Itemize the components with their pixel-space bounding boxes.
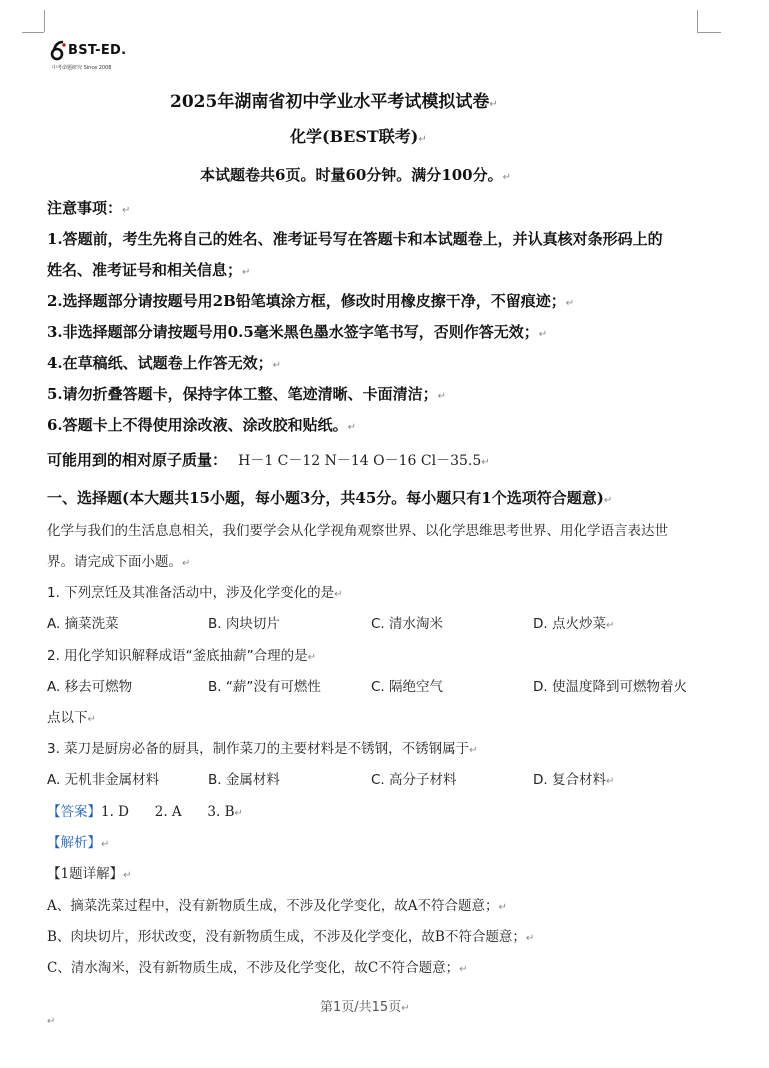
notice-item-3: 3.非选择题部分请按题号用0.5毫米黑色墨水签字笔书写，否则作答无效；↵ — [47, 323, 548, 341]
intro-line-2: 界。请完成下面小题。↵ — [47, 554, 191, 570]
paragraph-mark: ↵ — [87, 714, 96, 725]
paragraph-mark: ↵ — [489, 99, 498, 110]
paragraph-mark: ↵ — [605, 776, 615, 787]
paragraph-mark: ↵ — [307, 652, 317, 663]
detail-line-c: C、清水淘米，没有新物质生成，不涉及化学变化，故C不符合题意；↵ — [47, 960, 468, 976]
question-1-stem: 1. 下列烹饪及其准备活动中，涉及化学变化的是↵ — [47, 585, 343, 601]
answer-text: 1. D 2. A 3. B — [101, 804, 235, 820]
paragraph-mark: ↵ — [122, 205, 131, 216]
document-title: 2025年湖南省初中学业水平考试模拟试卷↵ — [170, 92, 498, 112]
paragraph-mark: ↵ — [481, 457, 490, 468]
crop-mark-top-left-vertical — [44, 10, 45, 32]
paragraph-mark: ↵ — [538, 329, 548, 340]
detail-tag: 【1题详解】↵ — [47, 866, 132, 882]
paragraph-mark: ↵ — [498, 902, 507, 913]
notice-item-1-cont: 姓名、准考证号和相关信息；↵ — [47, 261, 251, 279]
question-1-option-b: B. 肉块切片 — [208, 616, 280, 632]
question-3-option-d: D. 复合材料↵ — [533, 772, 615, 788]
question-1-option-d: D. 点火炒菜↵ — [533, 616, 615, 632]
paragraph-mark: ↵ — [459, 964, 468, 975]
question-1-option-a: A. 摘菜洗菜 — [47, 616, 119, 632]
question-2-option-b: B. “薪”没有可燃性 — [208, 679, 321, 695]
answer-tag: 【答案】 — [47, 804, 101, 820]
notice-item-6: 6.答题卡上不得使用涂改液、涂改胶和贴纸。↵ — [47, 416, 357, 434]
atomic-mass-values: H－1 C－12 N－14 O－16 Cl－35.5 — [238, 453, 482, 469]
paragraph-mark: ↵ — [418, 134, 427, 145]
notice-item-2: 2.选择题部分请按题号用2B铅笔填涂方框，修改时用橡皮擦干净，不留痕迹；↵ — [47, 292, 575, 310]
atomic-mass-line — [47, 449, 490, 470]
paragraph-mark: ↵ — [272, 360, 282, 371]
paragraph-mark: ↵ — [347, 422, 357, 433]
question-1-option-c: C. 清水淘米 — [371, 616, 444, 632]
paragraph-mark: ↵ — [525, 933, 535, 944]
subject-title: 化学(BEST联考)↵ — [290, 127, 427, 146]
section-title: 一、选择题(本大题共15小题，每小题3分，共45分。每小题只有1个选项符合题意)↵ — [47, 489, 613, 507]
paragraph-mark: ↵ — [437, 391, 447, 402]
paragraph-mark: ↵ — [234, 808, 243, 819]
question-2-option-c: C. 隔绝空气 — [371, 679, 444, 695]
atomic-mass-label: 可能用到的相对原子质量： — [47, 451, 228, 469]
logo-text: BST-ED. — [68, 43, 127, 58]
paragraph-mark: ↵ — [334, 589, 343, 600]
paragraph-mark: ↵ — [182, 558, 191, 569]
paragraph-mark: ↵ — [101, 839, 110, 850]
question-3-option-a: A. 无机非金属材料 — [47, 772, 160, 788]
logo-mark-icon — [50, 40, 68, 62]
notice-item-1: 1.答题前，考生先将自己的姓名、准考证号写在答题卡和本试题卷上，并认真核对条形码上的 — [47, 230, 663, 248]
crop-mark-top-right-horizontal — [697, 32, 721, 33]
crop-mark-top-right-vertical — [697, 10, 698, 32]
notice-item-5: 5.请勿折叠答题卡，保持字体工整、笔迹清晰、卡面清洁；↵ — [47, 385, 447, 403]
exam-info: 本试题卷共6页。时量60分钟。满分100分。↵ — [200, 166, 512, 184]
paragraph-mark: ↵ — [502, 172, 512, 183]
notice-item-4: 4.在草稿纸、试题卷上作答无效；↵ — [47, 354, 282, 372]
crop-mark-top-left-horizontal — [22, 32, 44, 33]
paragraph-mark: ↵ — [565, 298, 575, 309]
question-3-option-c: C. 高分子材料 — [371, 772, 457, 788]
paragraph-mark: ↵ — [605, 620, 615, 631]
paragraph-mark: ↵ — [469, 745, 478, 756]
paragraph-mark: ↵ — [603, 495, 613, 506]
analysis-tag: 【解析】↵ — [47, 835, 110, 851]
question-3-option-b: B. 金属材料 — [208, 772, 280, 788]
detail-line-b: B、肉块切片，形状改变，没有新物质生成，不涉及化学变化，故B不符合题意；↵ — [47, 929, 535, 945]
trailing-paragraph-mark: ↵ — [47, 1016, 56, 1027]
page-number: 第1页/共15页↵ — [320, 1000, 410, 1015]
paragraph-mark: ↵ — [123, 870, 132, 881]
intro-line-1: 化学与我们的生活息息相关，我们要学会从化学视角观察世界、以化学思维思考世界、用化学语言表达世 — [47, 523, 668, 539]
detail-line-a: A、摘菜洗菜过程中，没有新物质生成，不涉及化学变化，故A不符合题意；↵ — [47, 898, 507, 914]
logo-subtitle: 中考命题研究 Since 2008 — [52, 65, 112, 71]
question-2-stem: 2. 用化学知识解释成语“釜底抽薪”合理的是↵ — [47, 648, 317, 664]
paragraph-mark: ↵ — [242, 267, 251, 278]
question-2-option-d-cont: 点以下↵ — [47, 710, 96, 726]
notice-heading: 注意事项：↵ — [47, 199, 131, 217]
answer-line — [47, 800, 243, 820]
paragraph-mark: ↵ — [401, 1003, 410, 1014]
question-3-stem: 3. 菜刀是厨房必备的厨具，制作菜刀的主要材料是不锈钢，不锈钢属于↵ — [47, 741, 478, 757]
question-2-option-d: D. 使温度降到可燃物着火 — [533, 679, 687, 695]
question-2-option-a: A. 移去可燃物 — [47, 679, 133, 695]
